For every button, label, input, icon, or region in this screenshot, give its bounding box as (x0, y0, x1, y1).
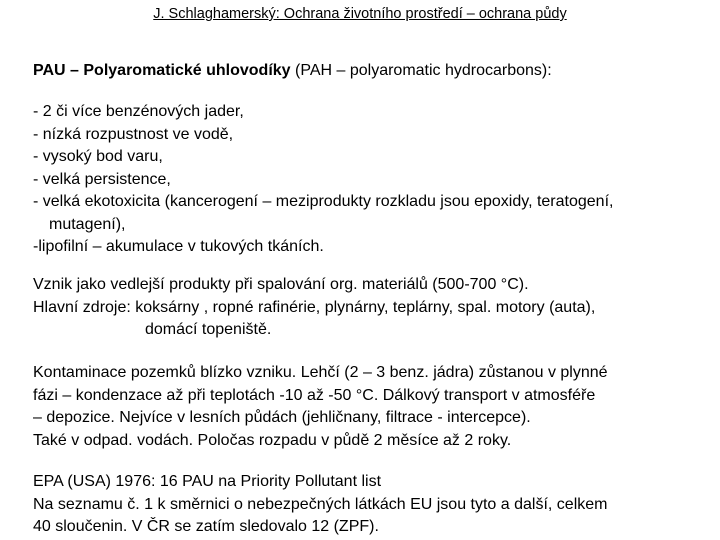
origin-line-continuation: domácí topeniště. (145, 321, 272, 338)
origin-line: Vznik jako vedlejší produkty při spalování org. materiálů (500-700 °C). (33, 276, 529, 293)
property-item: - 2 či více benzénových jader, (33, 103, 244, 120)
epa-line: Na seznamu č. 1 k směrnici o nebezpečných látkách EU jsou tyto a další, celkem (33, 495, 608, 513)
origin-paragraph (33, 274, 705, 342)
property-item: - nízká rozpustnost ve vodě, (33, 125, 234, 143)
property-item-continuation: mutagení), (49, 215, 126, 233)
intro-rest: (PAH – polyaromatic hydrocarbons): (290, 62, 552, 79)
contamination-paragraph (33, 362, 705, 452)
property-item: - velká ekotoxicita (kancerogení – meziprodukty rozkladu jsou epoxidy, teratogení, (33, 193, 614, 210)
contamination-line: fázi – kondenzace až při teplotách -10 až -50 °C. Dálkový transport v atmosféře (33, 386, 596, 404)
origin-line: Hlavní zdroje: koksárny , ropné rafinérie, plynárny, teplárny, spal. motory (auta), (33, 298, 596, 316)
intro-bold-term: PAU – Polyaromatické uhlovodíky (33, 62, 291, 79)
contamination-line: Kontaminace pozemků blízko vzniku. Lehčí (2 – 3 benz. jádra) zůstanou v plynné (33, 364, 608, 381)
property-item: -lipofilní – akumulace v tukových tkáních. (33, 238, 324, 255)
property-item: - vysoký bod varu, (33, 148, 163, 165)
property-item: - velká persistence, (33, 170, 171, 188)
properties-list (33, 101, 705, 259)
contamination-line: – depozice. Nejvíce v lesních půdách (jehličnany, filtrace - intercepce). (33, 409, 531, 426)
epa-paragraph (33, 471, 705, 539)
page-header: J. Schlaghamerský: Ochrana životního prostředí – ochrana půdy (153, 6, 567, 22)
epa-line: EPA (USA) 1976: 16 PAU na Priority Pollutant list (33, 473, 382, 490)
epa-line: 40 sloučenin. V ČR se zatím sledovalo 12 (ZPF). (33, 518, 379, 535)
intro-paragraph (33, 60, 705, 83)
contamination-line: Také v odpad. vodách. Poločas rozpadu v půdě 2 měsíce až 2 roky. (33, 431, 512, 449)
